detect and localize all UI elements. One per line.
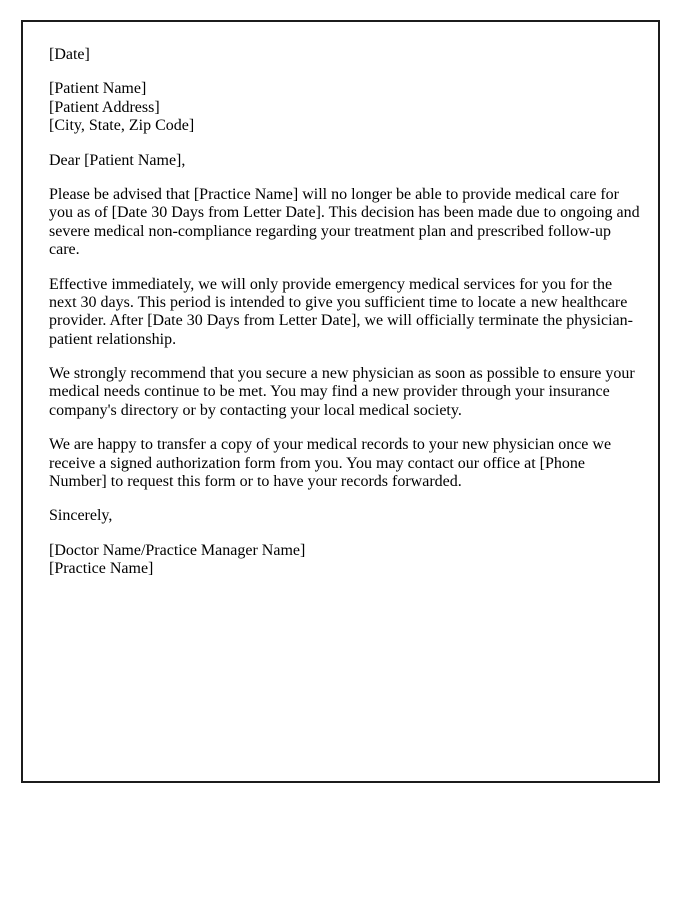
recipient-name: [Patient Name] (49, 80, 147, 98)
body-paragraph-new-physician-recommendation: We strongly recommend that you secure a new physician as soon as possible to ensure your medical needs continue to be met. You may find a new provider through your insurance company's directory or by contacting your local medical society. (49, 365, 635, 419)
recipient-address-block (49, 80, 640, 135)
signer-name: [Doctor Name/Practice Manager Name] (49, 541, 306, 559)
salutation: Dear [Patient Name], (49, 151, 186, 169)
date-line: [Date] (49, 46, 90, 63)
recipient-city-state-zip: [City, State, Zip Code] (49, 117, 195, 135)
body-paragraph-termination-notice: Please be advised that [Practice Name] will no longer be able to provide medical care for you as of [Date 30 Days from Letter Date]. This decision has been made due to ongoing and severe medical non-compliance regarding your treatment plan and prescribed follow-up care. (49, 185, 640, 259)
body-paragraph-emergency-period: Effective immediately, we will only provide emergency medical services for you for the next 30 days. This period is intended to give you sufficient time to locate a new healthcare provider. After [Date 30 Days from Letter Date], we will officially terminate the physician-patient relationship. (49, 275, 633, 348)
body-paragraph-records-transfer: We are happy to transfer a copy of your medical records to your new physician once we receive a signed authorization form from you. You may contact our office at [Phone Number] to request this form or to have your records forwarded. (49, 436, 612, 491)
signer-practice-name: [Practice Name] (49, 560, 154, 578)
signature-block (49, 542, 640, 579)
letter-page (21, 20, 660, 783)
recipient-street-address: [Patient Address] (49, 98, 160, 116)
letter-body (23, 22, 658, 579)
closing: Sincerely, (49, 507, 113, 525)
